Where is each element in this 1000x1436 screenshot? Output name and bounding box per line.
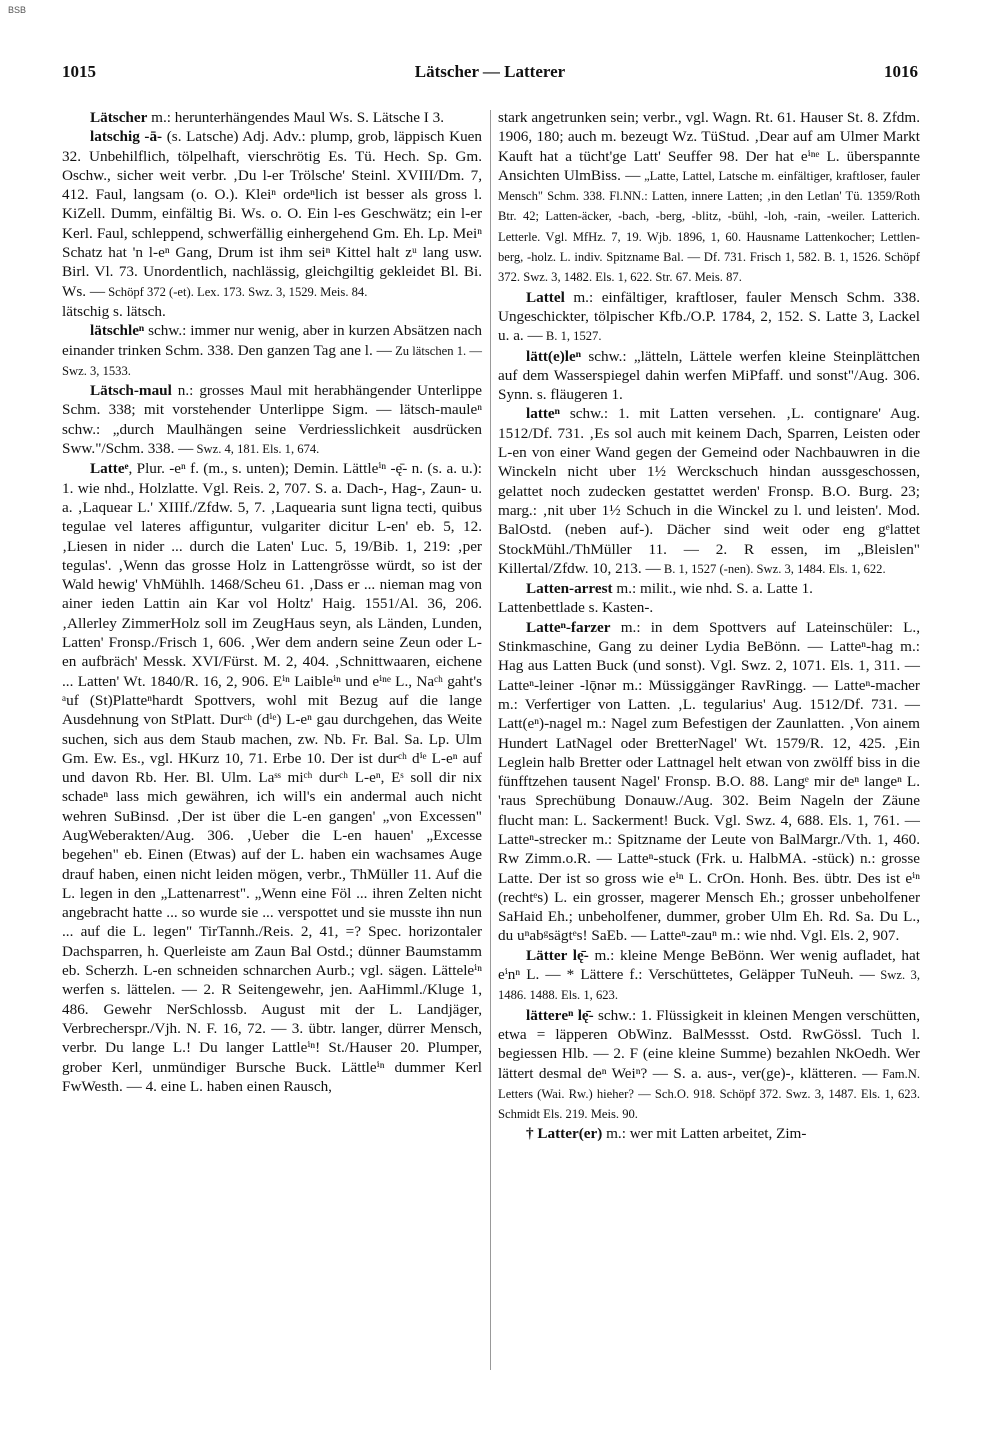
dictionary-entry (62, 108, 482, 127)
entry-body: m.: kleine Menge BeBönn. Wer wenig aufladet, hat eⁱnⁿ L. — * Lättere f.: Verschüttetes, Geläpper TuNeuh. — (498, 946, 920, 984)
dictionary-entry (62, 381, 482, 459)
entry-headword: latteⁿ (526, 405, 560, 423)
entry-headword: Lätscher (90, 109, 148, 126)
entry-headword: lätterеⁿ lę̄- (526, 1006, 594, 1024)
dictionary-entry (62, 302, 482, 321)
dictionary-entry (498, 1124, 920, 1143)
entry-headword: Lattel (526, 288, 565, 306)
entry-body: schw.: 1. Flüssigkeit in kleinen Mengen verschütten, etwa = läpperen ObWinz. BalMessst. Ostd. RwGössl. Tuch l. begiessen Hlb. — 2. F (eine kleine Summe) bezahlen NkOedh. Wer lättert desmal deⁿ Weiⁿ? — S. a. aus-, ver(ge)-, klätteren. — (498, 1006, 921, 1082)
entry-body: (s. Latsche) Adj. Adv.: plump, grob, läppisch Kuen 32. Unbehilflich, tölpelhaft, vierschrötig Es. Tü. Hech. Sp. Gm. Oschw., sicher weit verbr. ‚Du l-er Trölsche' Steinl. XVIII/Dm. 7, 412. Faul, langsam (o. O.). Kleiⁿ ordeⁿlich ist besser als gross l. KiZell. Dumm, einfältig Bi. Ws. o. O. Ein l-es Geschwätz; ein l-er Kerl. Faul, schleppend, schwerfällig einhergehend Gm. Eh. Lp. Meiⁿ Schatz hat 'n l-eⁿ Gang, Drum ist ihm seiⁿ Kittel halt zᵘ lang usw. Birl. Vl. 73. Unordentlich, nachlässig, gleichgiltig gekleidet Bl. Bi. Ws. — (62, 128, 482, 300)
dictionary-entry (498, 1006, 920, 1125)
entry-headword: Latteⁿ-farzer (526, 618, 611, 636)
right-column (498, 108, 920, 1144)
page-number-right: 1016 (884, 62, 918, 81)
dictionary-entry (498, 347, 920, 405)
entry-body: lätschig s. lätsch. (62, 302, 166, 320)
entry-body: m.: einfältiger, kraftloser, fauler Mensch Schm. 338. Ungeschickter, tölpischer Kfb./O.P. 1784, 2, 152. S. Latte 3, Lackel u. a. — (498, 288, 920, 345)
entry-references: „Latte, Lattel, Latsche m. einfältiger, kraftloser, fauler Mensch" Schm. 338. Fl.NN.: Latten, innere Latten; ‚in den Letlan' Tü. 1359/Roth Btr. 42; Latten-äcker, -bach, -berg, -blitz, -bühl, -loh, -rain, -weiler. Latterich. Letterle. Vgl. MfHz. 7, 19. Wjb. 1896, 1, 60. Hausname Lattenkocher; Lettlen-berg, -holz. L. indiv. Spitzname Bal. — Df. 731. Frisch 1, 582. B. 1, 1526. Schöpf 372. Swz. 3, 1482. Els. 1, 622. Str. 67. Meis. 87. (498, 168, 920, 285)
entry-body: m.: in dem Spottvers auf Lateinschüler: L., Stinkmaschine, Gang zu deiner Lydia BeBönn. — Latteⁿ-hag m.: Hag aus Latten Buck (und sonst). Vgl. Swz. 2, 1071. Els. 1, 311. — Latteⁿ-leiner -lǭnər m.: Müssiggänger RavRingg. — Latteⁿ-macher m.: Verfertiger von Latten. ‚L. tegularius' Aug. 1512/Df. 731. — Latt(eⁿ)-nagel m.: Nagel zum Befestigen der Zaunlatten. ‚Von ainem Hundert LatNagel oder BretterNagel' Wt. 1579/R. 12, 425. ‚Ein Leglein halb Bretter oder Lattnagel helt etwan von zwölff biss in die fünfftzehen tausent Nagel' Fronsp. B.O. 88. Langᵉ mir deⁿ langeⁿ L. 'raus Sprechübung Donauw./Aug. 302. Beim Nageln der Zäune flucht man: L. Sackerment! Buck. Vgl. Swz. 4, 688. Els. 1, 761. — Latteⁿ-strecker m.: Spitzname der Leute von BalMargr./Vth. 1, 460. Rw Zimm.o.R. — Latteⁿ-stuck (Frk. u. HalbMA. -stück) n.: grosse Latte. Der ist so gross wie eⁱⁿ L. CrOn. Honh. Bes. übtr. Des ist eⁱⁿ (rechtᵉs) L. ein grosser, magerer Mensch Eh.; grosser unbeholfener SaHaid Eh.; unbeholfener, dummer, grober Ulm Eh. Rd. Sa. Du L., du uⁿabᵍsägtᵉs! SaEb. — Latteⁿ-zauⁿ m.: wie nhd. Vgl. Els. 2, 907. (498, 618, 920, 945)
entry-body: Lattenbettlade s. Kasten-. (498, 599, 654, 617)
entry-references: Schöpf 372 (-et). Lex. 173. Swz. 3, 1529. Meis. 84. (105, 284, 368, 299)
entry-body: m.: wer mit Latten arbeitet, Zim- (602, 1125, 807, 1143)
entry-headword: † Latter(er) (526, 1125, 603, 1143)
dictionary-entry (498, 946, 920, 1006)
entry-body: schw.: „lätteln, Lättele werfen kleine Steinplättchen auf dem Wasserspiegel dahin werfen MiPfaff. und sonst"/Aug. 306. Synn. s. fläugeren 1. (498, 347, 920, 404)
entry-headword: lätt(e)leⁿ (526, 347, 582, 365)
entry-headword: Latten-arrest (526, 580, 613, 598)
entry-references: Zu lätschen 1. — Swz. 3, 1533. (62, 343, 482, 378)
library-stamp: BSB (8, 5, 27, 15)
entry-body: m.: herunterhängendes Maul Ws. S. Lätsche I 3. (147, 109, 445, 126)
entry-references: Swz. 3, 1486. 1488. Els. 1, 623. (498, 968, 920, 1003)
entry-headword: Latteᵉ (90, 460, 129, 478)
entry-body: stark angetrunken sein; verbr., vgl. Wagn. Rt. 61. Hauser St. 8. Zfdm. 1906, 180; auch m. bezeugt Wz. TüStud. ‚Dear auf am Ulmer Markt Kauft hat a tücht'ge Latt' Seuffer 98. Der hat eⁱⁿᵉ L. überspannte Ansichten UlmBiss. — (498, 109, 920, 184)
dictionary-entry (62, 127, 482, 302)
dictionary-entry (498, 404, 920, 579)
entry-headword: lätschleⁿ (90, 322, 145, 340)
dictionary-entry (498, 108, 920, 288)
entry-body: n.: grosses Maul mit herabhängender Unterlippe Schm. 338; mit vorstehender Unterlippe Sigm. — lätsch-mauleⁿ schw.: „durch Maulhängen seine Verdriesslichkeit ausdrücken Sww."/Schm. 338. — (62, 382, 482, 458)
entry-body: m.: milit., wie nhd. S. a. Latte 1. (612, 580, 813, 598)
dictionary-entry (62, 459, 482, 1096)
dictionary-entry (62, 321, 482, 381)
entry-body: schw.: immer nur wenig, aber in kurzen Absätzen nach einander trinken Schm. 338. Den ganzen Tag ane l. — (62, 322, 482, 359)
page-number-left: 1015 (62, 62, 96, 81)
entry-headword: latschig -ā- (90, 128, 163, 146)
dictionary-entry (498, 288, 920, 347)
entry-references: Swz. 4, 181. Els. 1, 674. (193, 442, 320, 457)
running-title: Lätscher — Latterer (414, 62, 566, 81)
dictionary-entry (498, 579, 920, 598)
entry-headword: Lätter lę̄- (526, 946, 589, 964)
page-header (62, 62, 918, 88)
left-column (62, 108, 482, 1096)
entry-references: B. 1, 1527 (-nen). Swz. 3, 1484. Els. 1, 622. (660, 561, 886, 576)
entry-references: Fam.N. Letters (Wai. Rw.) hieher? — Sch.O. 918. Schöpf 372. Swz. 3, 1487. Els. 1, 623. Schmidt Els. 219. Meis. 90. (498, 1066, 920, 1122)
dictionary-entry (498, 618, 920, 946)
entry-body: schw.: 1. mit Latten versehen. ‚L. contignare' Aug. 1512/Df. 731. ‚Es sol auch mit keinem Dach, Sparren, Leisten oder L-en von einer Wand gegen der Gemeind oder Nachbauwren in die Winckeln nicht uber 1½ Werckschuch hindan aussgeschossen, gelattet noch zudecken gestattet werden' Fronsp. B.O. Burg. 23; marg.: ‚nit uber 1½ Schuch in die Winckel zu l. und leisten'. Mod. BalOstd. (neben auf-). Dächer sind weit oder eng gᵉlattet StockMühl./ThMüller 11. — 2. R essen, im „Bleislen" Killertal/Zfdw. 10, 213. — (498, 405, 920, 577)
column-divider (490, 110, 491, 1370)
entry-headword: Lätsch-maul (90, 382, 172, 400)
entry-body: , Plur. -eⁿ f. (m., s. unten); Demin. Lättleⁱⁿ -ę̄- n. (s. a. u.): 1. wie nhd., Holzlatte. Vgl. Reis. 2, 707. S. a. Dach-, Hag-, Zaun- u. a. ‚Laquear L.' XIIIf./Zfdw. 5, 7. ‚Laquearia sunt ligna tecti, quibus tegulae vel lateres affiguntur, vulgariter dicitur L-en' eb. 5, 12. ‚Liesen in nider ... durch die Laten' Luc. 5, 19/Bib. 1, 219: ‚per tegulas'. ‚Wenn das grosse Holz in Lattengrösse würdt, so ist der Wald hewig' VhMühlh. 1468/Scheu 61. ‚Dass er ... nieman mag von ainer ieden Lattin ain Kar vol Holtz' Haig. 1551/Al. 36, 206. ‚Allerley ZimmerHolz soll im ZeugHaus seyn, als Länden, Lunden, Latten' Fronsp./Frisch 1, 606. ‚Wer dem andern seine Zeun oder L-en aufbräch' Messk. XVI/Fürst. M. 2, 404. ‚Schnittwaaren, eichene ... Latten' Wt. 1840/R. 16, 2, 906. Eⁱⁿ Laibleⁱⁿ und eⁱⁿᵉ L., Naᶜʰ gaht's ᵃuf (St)Platteⁿhardt Spottvers, wohl mit Bezug auf die lange Ausdehnung von StPlatt. Durᶜʰ (dⁱᵉ) L-eⁿ gau durchgehen, das Weite suchen, sich aus dem Staub machen, zw. Nb. Fr. Bal. Sa. Lp. Ulm Gm. Ew. Es., vgl. HKurz 10, 71. Erbe 10. Der ist durᶜʰ dⁱᵉ L-eⁿ auf und davon Rb. Her. Bl. Ulm. Laˢˢ miᶜʰ durᶜʰ L-eⁿ, Eˢ soll dir nix schadeⁿ lass mich gewähren, ich will's ein andermal auch nicht wehren SuBinsd. ‚Der ist über die L-en gangen' „von Excessen" AugWeberakten/Aug. 306. ‚Ueber die L-en hauen' „Excesse begehen" eb. Einen (Etwas) auf der L. haben ein wachsames Auge drauf haben, einen nicht leiden mögen, verbr., ThMüller 11. Auf die L. legen in den „Lattenarrest". „Wenn eine Föl ... ihren Zelten nicht angebracht hatte ... so wurde sie ... verspottet und sie musste ihn nun ... auf die L. legen" TirTannh./Reis. 2, 41, =? Spec. horizontaler Dachsparren, h. Querleiste am Zaun Bal Ostd.; dünner Baumstamm eb. Scherzh. L-en schneiden schnarchen Aurb.; vgl. sägen. Lätteleⁱⁿ werfen s. lättelen. — 2. R Seitengewehr, jen. AaHimml./Kluge 1, 486. Gewehr NerSchlossb. August mit der L. Landjäger, Verbrecherspr./Vjh. N. F. 16, 72. — 3. übtr. langer, dürrer Mensch, verbr. Du lange L.! Du langer Lattleⁱⁿ! St./Hauser 20. Plumper, grober Kerl, unmündiger Bursche Buck. Lättleⁱⁿ dummer Kerl FwWesth. — 4. eine L. haben einen Rausch, (62, 460, 482, 1095)
entry-references: B. 1, 1527. (542, 329, 602, 344)
dictionary-entry (498, 598, 920, 617)
